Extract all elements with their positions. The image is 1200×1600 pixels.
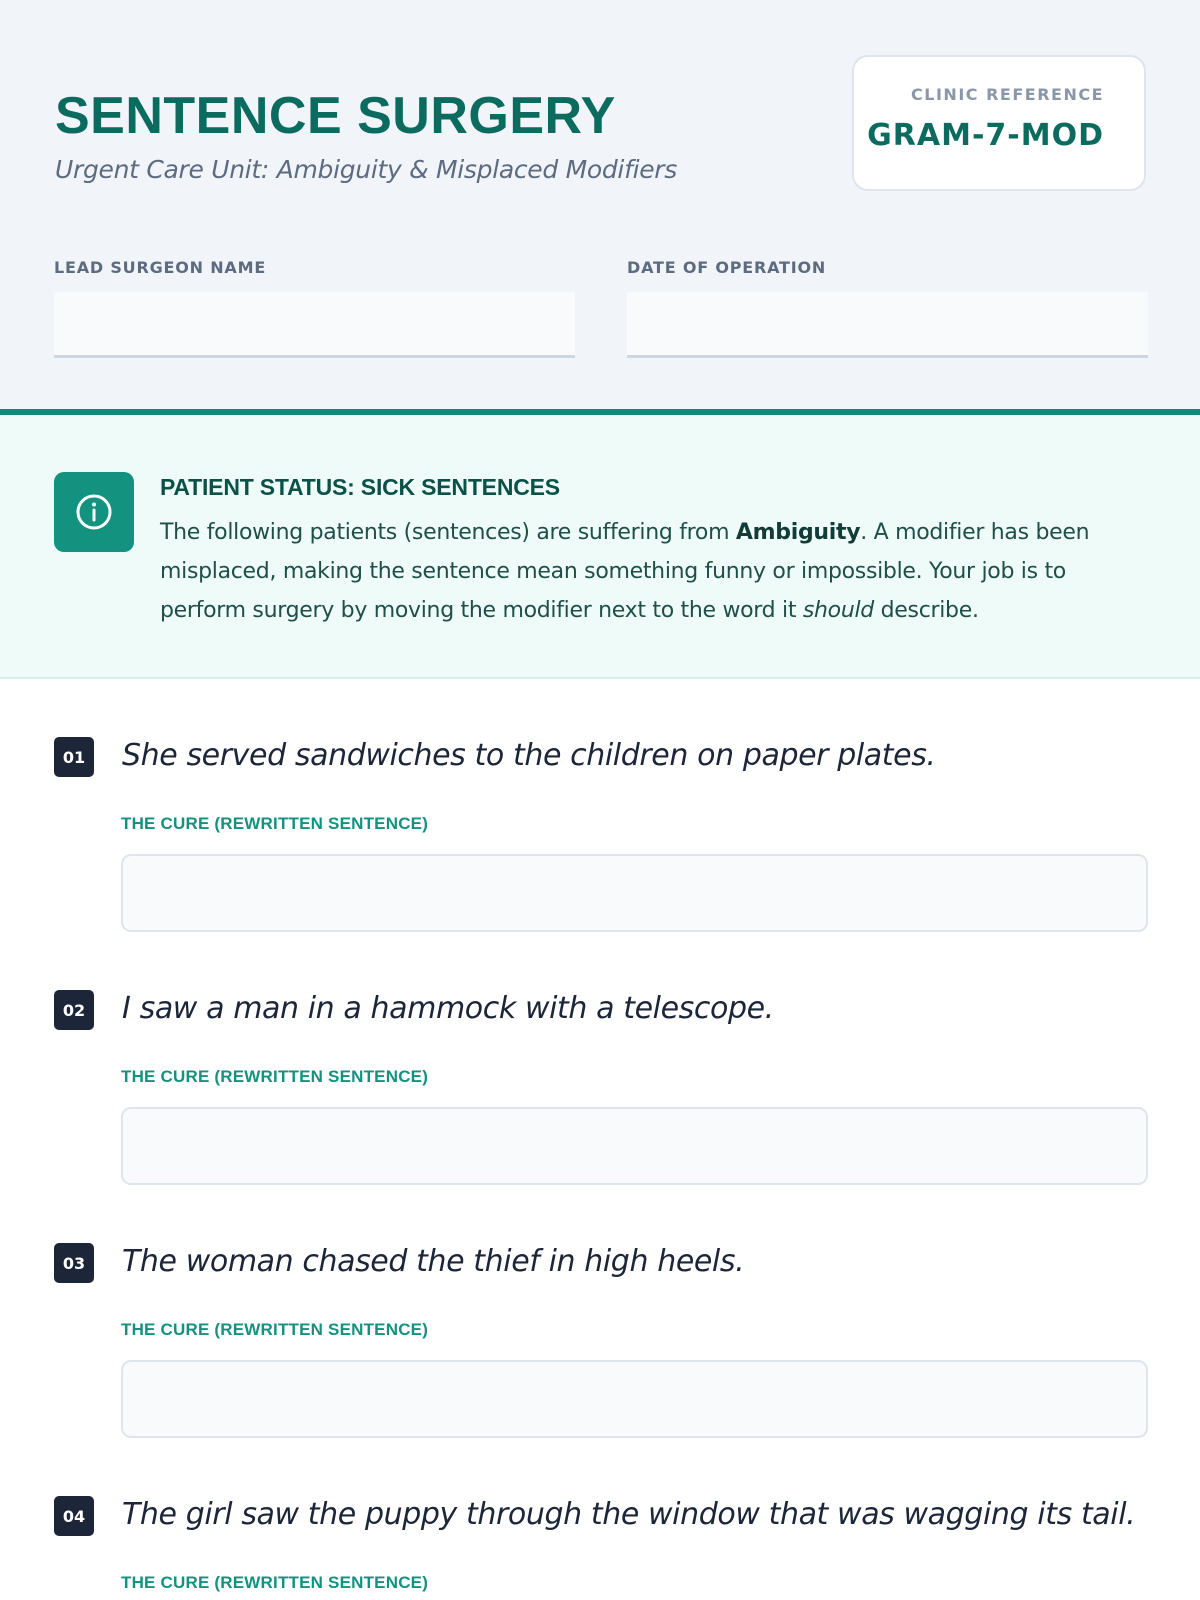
status-text-part: describe. [873,598,979,623]
question-number-badge: 02 [54,990,94,1030]
date-of-operation-field[interactable] [627,292,1148,358]
page-subtitle: Urgent Care Unit: Ambiguity & Misplaced Modifiers [55,155,678,184]
question-number-badge: 04 [54,1496,94,1536]
status-text-bold: Ambiguity [735,520,861,545]
patient-status-title: PATIENT STATUS: SICK SENTENCES [160,474,560,500]
date-of-operation-label: DATE OF OPERATION [627,258,827,277]
question-sentence: She served sandwiches to the children on paper plates. [122,738,936,773]
cure-label: THE CURE (REWRITTEN SENTENCE) [121,1320,429,1339]
info-badge [54,472,134,552]
patient-status-text [160,513,1120,630]
cure-label: THE CURE (REWRITTEN SENTENCE) [121,814,429,833]
status-text-part: . A modifier has been misplaced, making the sentence mean something funny or impossible. Your job is to perform surgery by moving the modifier next to the word it [160,520,1090,623]
question-sentence: I saw a man in a hammock with a telescope. [122,991,774,1026]
cure-answer-input-1[interactable] [121,854,1148,932]
question-sentence: The woman chased the thief in high heels. [122,1244,745,1279]
question-number-badge: 03 [54,1243,94,1283]
question-number-badge: 01 [54,737,94,777]
lead-surgeon-label: LEAD SURGEON NAME [54,258,267,277]
clinic-reference-value: GRAM-7-MOD [867,118,1104,153]
page-title: SENTENCE SURGERY [55,87,616,145]
cure-answer-input-2[interactable] [121,1107,1148,1185]
status-text-part: The following patients (sentences) are suffering from [160,520,736,545]
cure-answer-input-3[interactable] [121,1360,1148,1438]
question-sentence: The girl saw the puppy through the window that was wagging its tail. [122,1497,1136,1532]
info-icon [74,492,114,532]
lead-surgeon-name-field[interactable] [54,292,575,358]
clinic-reference-card [852,55,1146,191]
worksheet-header [0,0,1200,415]
cure-label: THE CURE (REWRITTEN SENTENCE) [121,1067,429,1086]
clinic-reference-label: CLINIC REFERENCE [911,85,1104,104]
cure-label: THE CURE (REWRITTEN SENTENCE) [121,1573,429,1592]
status-text-italic: should [802,598,874,623]
